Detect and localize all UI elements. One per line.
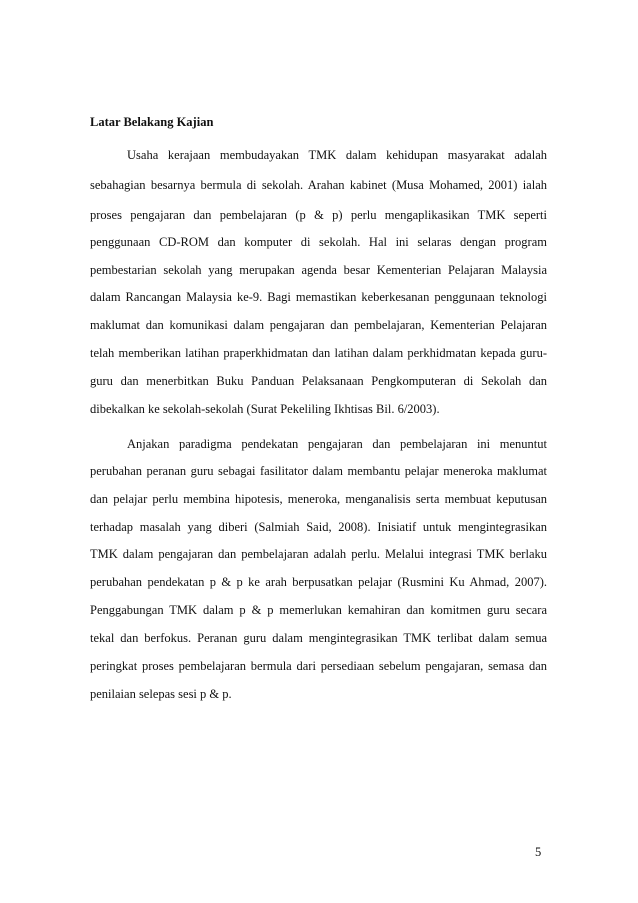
paragraph-line: peringkat proses pembelajaran bermula dari persediaan sebelum pengajaran, semasa dan — [90, 659, 547, 673]
section-heading: Latar Belakang Kajian — [90, 115, 214, 129]
paragraph-line: guru dan menerbitkan Buku Panduan Pelaksanaan Pengkomputeran di Sekolah dan — [90, 374, 547, 388]
paragraph-line: sebahagian besarnya bermula di sekolah. Arahan kabinet (Musa Mohamed, 2001) ialah — [90, 178, 547, 192]
paragraph-line: dibekalkan ke sekolah-sekolah (Surat Pekeliling Ikhtisas Bil. 6/2003). — [90, 402, 440, 416]
paragraph-line: Usaha kerajaan membudayakan TMK dalam kehidupan masyarakat adalah — [127, 148, 547, 162]
paragraph-line: perubahan pendekatan p & p ke arah berpusatkan pelajar (Rusmini Ku Ahmad, 2007). — [90, 575, 547, 589]
paragraph-line: TMK dalam pengajaran dan pembelajaran adalah perlu. Melalui integrasi TMK berlaku — [90, 547, 547, 561]
paragraph-line: terhadap masalah yang diberi (Salmiah Said, 2008). Inisiatif untuk mengintegrasikan — [90, 520, 547, 534]
paragraph-line: tekal dan berfokus. Peranan guru dalam mengintegrasikan TMK terlibat dalam semua — [90, 631, 547, 645]
paragraph-line: penggunaan CD-ROM dan komputer di sekolah. Hal ini selaras dengan program — [90, 235, 547, 249]
paragraph-line: penilaian selepas sesi p & p. — [90, 687, 232, 701]
paragraph-line: dalam Rancangan Malaysia ke-9. Bagi memastikan keberkesanan penggunaan teknologi — [90, 290, 547, 304]
paragraph-line: telah memberikan latihan praperkhidmatan dan latihan dalam perkhidmatan kepada guru- — [90, 346, 547, 360]
paragraph-line: dan pelajar perlu membina hipotesis, meneroka, menganalisis serta membuat keputusan — [90, 492, 547, 506]
paragraph-line: proses pengajaran dan pembelajaran (p & p) perlu mengaplikasikan TMK seperti — [90, 208, 547, 222]
paragraph-line: perubahan peranan guru sebagai fasilitator dalam membantu pelajar meneroka maklumat — [90, 464, 547, 478]
paragraph-line: maklumat dan komunikasi dalam pengajaran dan pembelajaran, Kementerian Pelajaran — [90, 318, 547, 332]
page-number: 5 — [535, 845, 542, 859]
paragraph-line: Anjakan paradigma pendekatan pengajaran dan pembelajaran ini menuntut — [127, 437, 547, 451]
paragraph-line: Penggabungan TMK dalam p & p memerlukan kemahiran dan komitmen guru secara — [90, 603, 547, 617]
paragraph-line: pembestarian sekolah yang merupakan agenda besar Kementerian Pelajaran Malaysia — [90, 263, 547, 277]
